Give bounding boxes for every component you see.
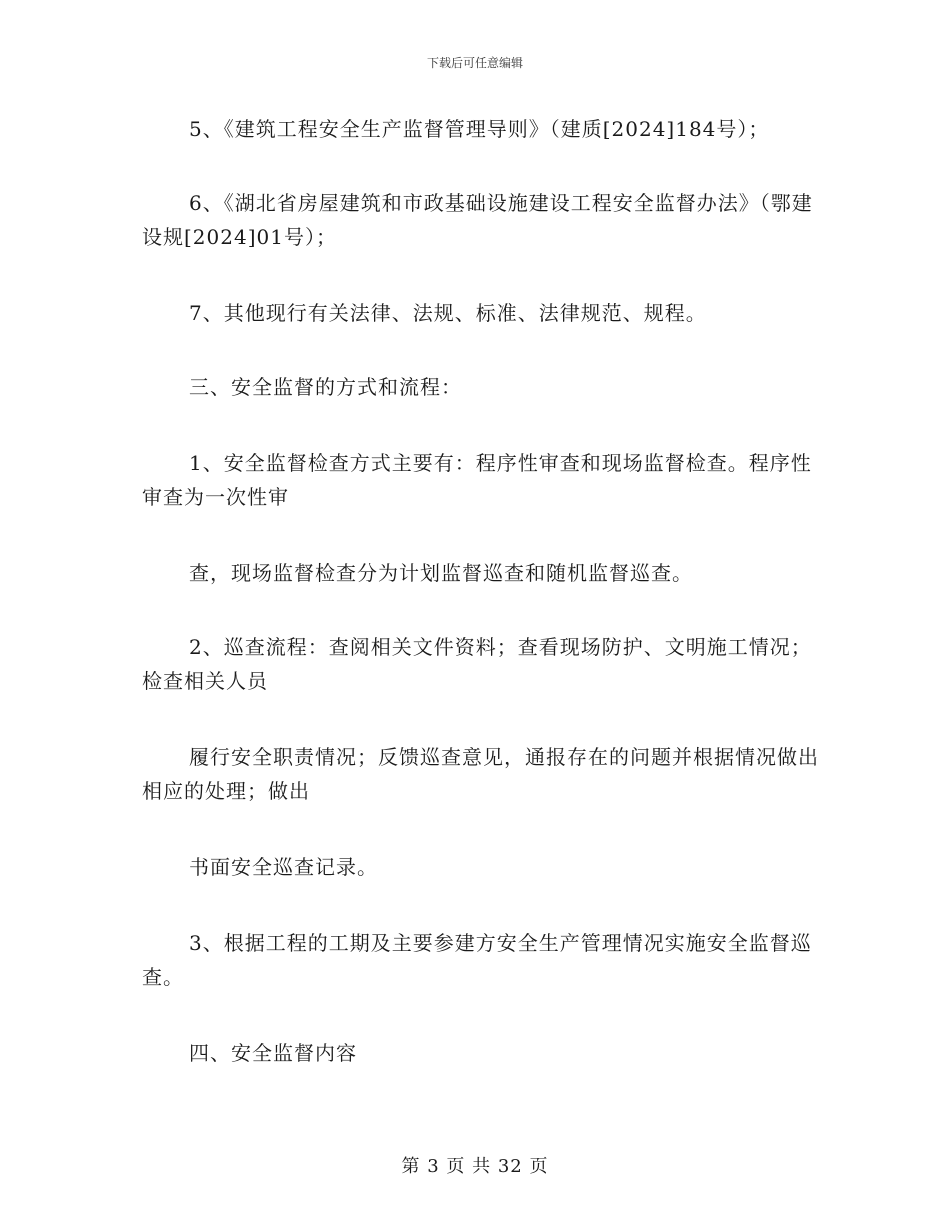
paragraph-method-1-cont: 查，现场监督检查分为计划监督巡查和随机监督巡查。 <box>189 561 693 585</box>
paragraph-process-2-cont: 履行安全职责情况；反馈巡查意见，通报存在的问题并根据情况做出相应的处理；做出 <box>142 745 819 803</box>
paragraph-process-2-end: 书面安全巡查记录。 <box>189 855 378 879</box>
page-number: 第 3 页 共 32 页 <box>401 1156 549 1177</box>
section-heading-3: 三、安全监督的方式和流程： <box>189 375 462 399</box>
paragraph-item-6: 6、《湖北省房屋建筑和市政基础设施建设工程安全监督办法》（鄂建设规[2024]01号）； <box>142 191 813 249</box>
paragraph-process-2: 2、巡查流程：查阅相关文件资料；查看现场防护、文明施工情况；检查相关人员 <box>142 635 812 693</box>
paragraph-item-5: 5、《建筑工程安全生产监督管理导则》（建质[2024]184号）； <box>189 117 770 141</box>
paragraph-item-3: 3、根据工程的工期及主要参建方安全生产管理情况实施安全监督巡查。 <box>142 931 812 989</box>
section-heading-4: 四、安全监督内容 <box>189 1041 357 1065</box>
page-header: 下载后可任意编辑 <box>426 56 523 70</box>
paragraph-item-7: 7、其他现行有关法律、法规、标准、法律规范、规程。 <box>189 301 707 325</box>
paragraph-method-1: 1、安全监督检查方式主要有：程序性审查和现场监督检查。程序性审查为一次性审 <box>142 451 812 509</box>
